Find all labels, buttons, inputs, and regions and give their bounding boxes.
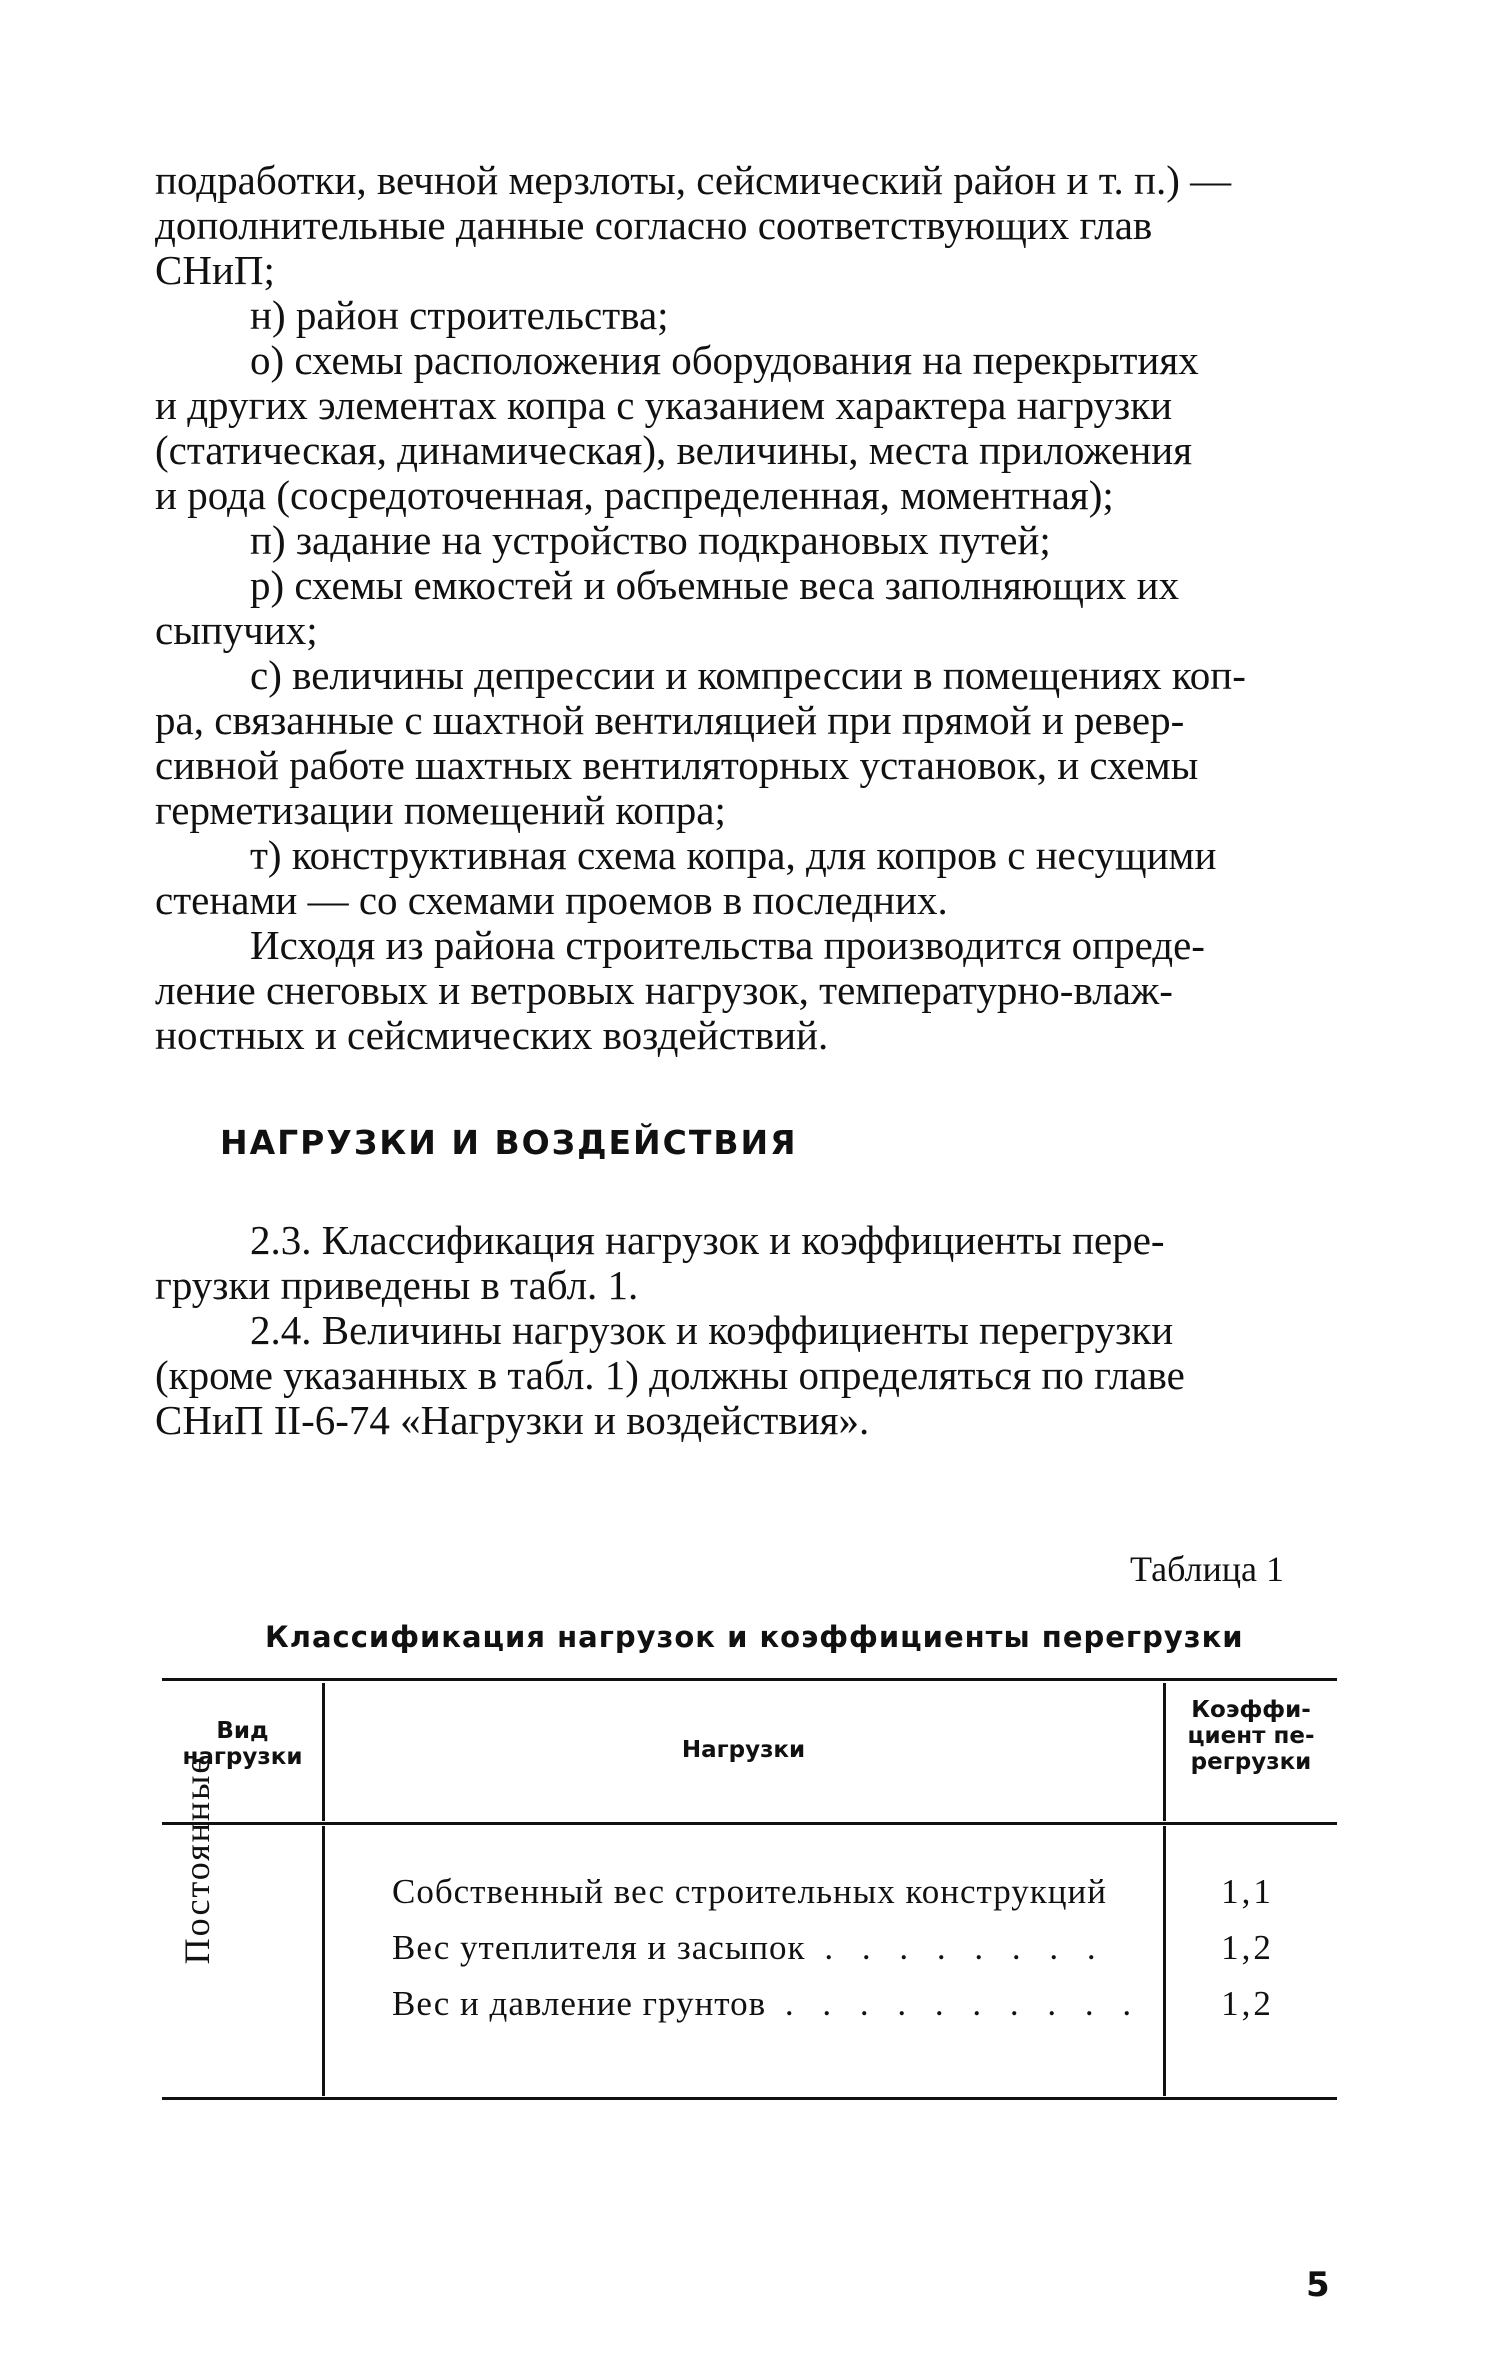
column-divider <box>322 1683 325 1821</box>
text-line: 2.3. Классификация нагрузок и коэффициенты пере- <box>250 1217 1165 1263</box>
coefficient-value: 1,2 <box>1221 1928 1274 1967</box>
page-number: 5 <box>1306 2265 1330 2305</box>
text-line: ление снеговых и ветровых нагрузок, температурно-влаж- <box>155 967 1173 1013</box>
text-line: сивной работе шахтных вентиляторных установок, и схемы <box>155 742 1199 788</box>
leader-dots: . . . . . . . . <box>805 1928 1106 1967</box>
list-item-n <box>155 293 1335 338</box>
header-line: Вид <box>216 1718 269 1744</box>
table-row <box>392 1872 1162 1912</box>
load-name: Вес утеплителя и засыпок <box>392 1928 806 1967</box>
paragraph-continuation <box>155 158 1335 293</box>
table-row <box>392 1928 1162 1968</box>
column-divider <box>322 1826 325 2096</box>
text-line: т) конструктивная схема копра, для копров с несущими <box>250 832 1217 878</box>
text-line: СНиП; <box>155 247 275 293</box>
header-loads: Нагрузки <box>681 1737 806 1763</box>
table-number: Таблица 1 <box>1130 1549 1284 1589</box>
leader-dots: . . . . . . . . . . <box>766 1984 1142 2023</box>
text-line: герметизации помещений копра; <box>155 787 726 833</box>
text-line: дополнительные данные согласно соответствующих глав <box>155 202 1153 248</box>
header-line: нагрузки <box>182 1744 303 1770</box>
text-line: р) схемы емкостей и объемные веса заполняющих их <box>250 562 1180 608</box>
table-title: Классификация нагрузок и коэффициенты перегрузки <box>265 1620 1244 1654</box>
text-line: ра, связанные с шахтной вентиляцией при прямой и ревер- <box>155 697 1185 743</box>
header-line: регрузки <box>1190 1749 1312 1775</box>
text-line: сыпучих; <box>155 607 318 653</box>
text-line: СНиП II-6-74 «Нагрузки и воздействия». <box>155 1397 870 1443</box>
text-line: с) величины депрессии и компрессии в помещениях коп- <box>250 652 1246 698</box>
list-item-p <box>155 518 1335 563</box>
table-top-rule <box>162 1678 1337 1681</box>
list-item-t <box>155 833 1335 923</box>
list-item-s <box>155 653 1335 833</box>
text-line: ностных и сейсмических воздействий. <box>155 1012 829 1058</box>
text-line: (статическая, динамическая), величины, места приложения <box>155 427 1193 473</box>
list-item-r <box>155 563 1335 653</box>
text-line: н) район строительства; <box>250 292 669 338</box>
text-line: п) задание на устройство подкрановых путей; <box>250 517 1051 563</box>
header-line: Коэффи- <box>1191 1697 1311 1723</box>
header-line: циент пе- <box>1187 1723 1315 1749</box>
load-name: Вес и давление грунтов <box>392 1984 767 2023</box>
coefficient-value: 1,1 <box>1221 1872 1274 1911</box>
text-line: о) схемы расположения оборудования на перекрытиях <box>250 337 1199 383</box>
paragraph-2-4 <box>155 1308 1335 1443</box>
load-group-text: Постоянные <box>177 1755 217 1965</box>
paragraph-region <box>155 923 1335 1058</box>
text-line: (кроме указанных в табл. 1) должны определяться по главе <box>155 1352 1185 1398</box>
text-line: подработки, вечной мерзлоты, сейсмический район и т. п.) — <box>155 157 1232 203</box>
text-line: стенами — со схемами проемов в последних. <box>155 877 948 923</box>
paragraph-2-3 <box>155 1218 1335 1308</box>
text-line: и других элементах копра с указанием характера нагрузки <box>155 382 1173 428</box>
text-line: 2.4. Величины нагрузок и коэффициенты перегрузки <box>250 1307 1174 1353</box>
text-line: грузки приведены в табл. 1. <box>155 1262 639 1308</box>
table-bottom-rule <box>162 2097 1337 2100</box>
text-line: и рода (сосредоточенная, распределенная, моментная); <box>155 472 1114 518</box>
load-name: Собственный вес строительных конструкций <box>392 1872 1107 1911</box>
coefficient-value: 1,2 <box>1221 1984 1274 2023</box>
table-header-rule <box>162 1822 1337 1825</box>
text-line: Исходя из района строительства производится опреде- <box>250 922 1205 968</box>
table-row <box>392 1984 1162 2024</box>
list-item-o <box>155 338 1335 518</box>
header-coefficient <box>1166 1697 1336 1775</box>
section-heading: НАГРУЗКИ И ВОЗДЕЙСТВИЯ <box>220 1123 798 1162</box>
